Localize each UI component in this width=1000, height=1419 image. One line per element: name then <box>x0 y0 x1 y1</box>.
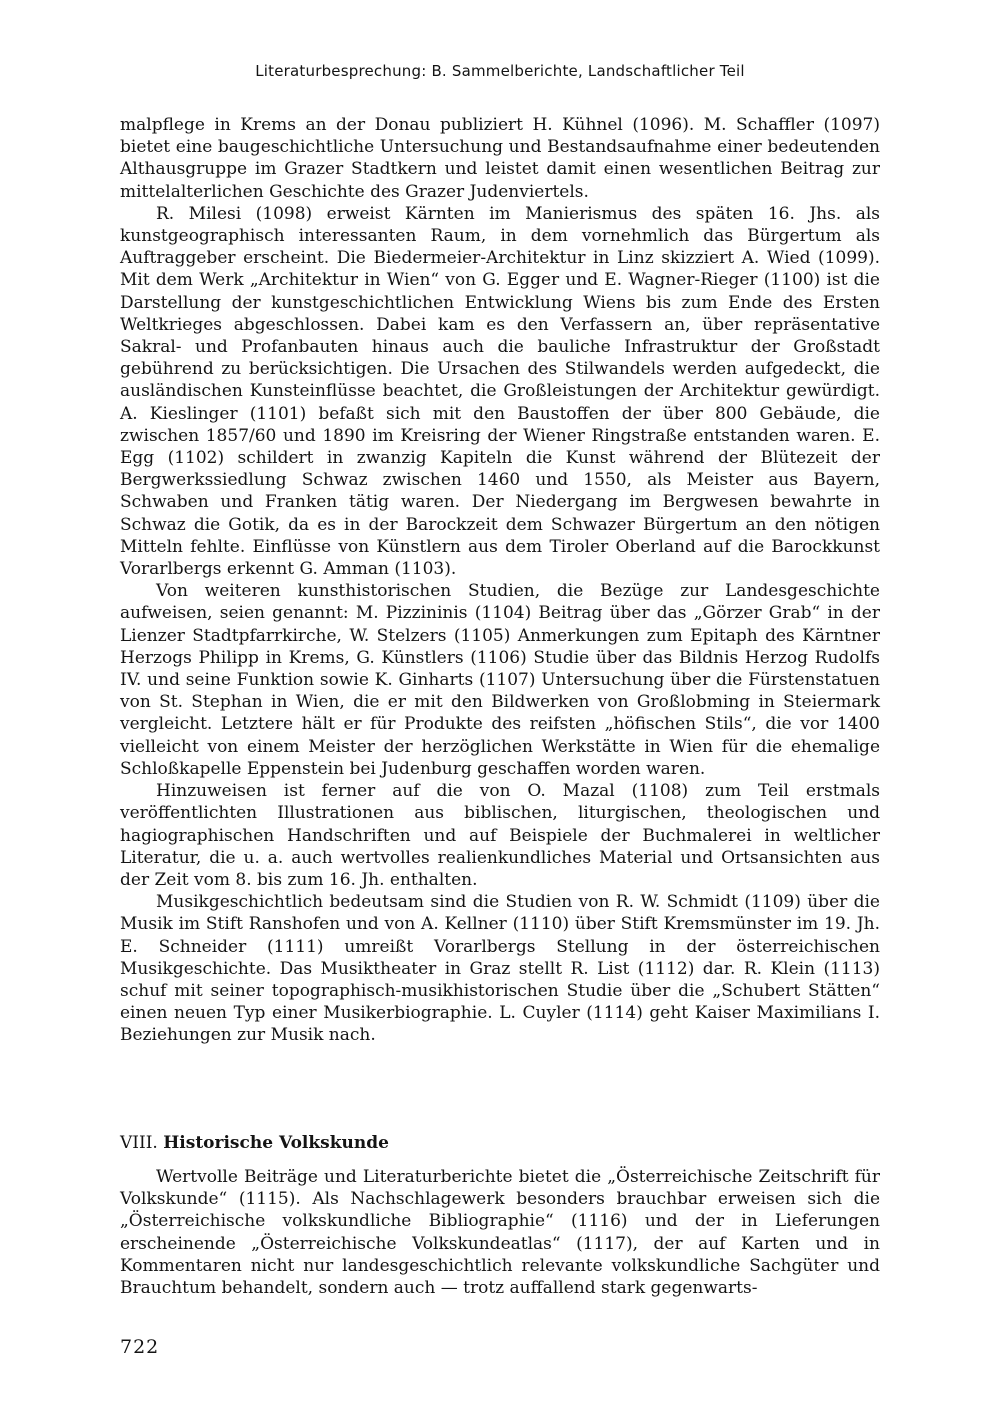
paragraph-music-history: Musikgeschichtlich bedeutsam sind die Studien von R. W. Schmidt (1109) über die Musik im Stift Ranshofen und von A. Kellner (1110) über Stift Kremsmünster im 19. Jh. E. Schneider (1111) umreißt Vorarlbergs Stellung in der österreichischen Musikgeschichte. Das Musiktheater in Graz stellt R. List (1112) dar. R. Klein (1113) schuf mit seiner topographisch-musikhistorischen Studie über die „Schubert Stätten“ einen neuen Typ einer Musikerbiographie. L. Cuyler (1114) geht Kaiser Maximilians I. Beziehungen zur Musik nach. <box>120 892 880 1046</box>
section-text <box>120 1166 880 1299</box>
section-number: VIII. <box>120 1133 158 1153</box>
section-heading <box>120 1132 880 1154</box>
body-text <box>120 114 880 1047</box>
page-number: 722 <box>120 1336 160 1358</box>
section-title: Historische Volkskunde <box>163 1133 389 1153</box>
paragraph-art-history: R. Milesi (1098) erweist Kärnten im Manierismus des späten 16. Jhs. als kunstgeographisch interessanten Raum, in dem vornehmlich das Bürgertum als Auftraggeber erscheint. Die Biedermeier-Architektur in Linz skizziert A. Wied (1099). Mit dem Werk „Architektur in Wien“ von G. Egger und E. Wagner-Rieger (1100) ist die Darstellung der kunstgeschichtlichen Entwicklung Wiens bis zum Ende des Ersten Weltkrieges abgeschlossen. Dabei kam es den Verfassern an, über repräsentative Sakral- und Profanbauten hinaus auch die bauliche Infrastruktur der Großstadt gebührend zu berücksichtigen. Die Ursachen des Stilwandels werden aufgedeckt, die ausländischen Kunsteinflüsse beachtet, die Großleistungen der Architektur gewürdigt. A. Kieslinger (1101) befaßt sich mit den Baustoffen der über 800 Gebäude, die zwischen 1857/60 und 1890 im Kreisring der Wiener Ringstraße entstanden waren. E. Egg (1102) schildert in zwanzig Kapiteln die Kunst während der Blütezeit der Bergwerkssiedlung Schwaz zwischen 1460 und 1550, als Meister aus Bayern, Schwaben und Franken tätig waren. Der Niedergang im Bergwesen bewahrte in Schwaz die Gotik, da es in der Barockzeit dem Schwazer Bürgertum an den nötigen Mitteln fehlte. Einflüsse von Künstlern aus dem Tiroler Oberland auf die Barockkunst Vorarlbergs erkennt G. Amman (1103). <box>120 203 880 580</box>
paragraph-illustrations: Hinzuweisen ist ferner auf die von O. Mazal (1108) zum Teil erstmals veröffentlichten Illustrationen aus biblischen, liturgischen, theologischen und hagiographischen Handschriften und auf Beispiele der Buchmalerei in weltlicher Literatur, die u. a. auch wertvolles realienkundliches Material und Ortsansichten aus der Zeit vom 8. bis zum 16. Jh. enthalten. <box>120 781 880 890</box>
paragraph-further-studies: Von weiteren kunsthistorischen Studien, die Bezüge zur Landesgeschichte aufweisen, seien genannt: M. Pizzininis (1104) Beitrag über das „Görzer Grab“ in der Lienzer Stadtpfarrkirche, W. Stelzers (1105) Anmerkungen zum Epitaph des Kärntner Herzogs Philipp in Krems, G. Künstlers (1106) Studie über das Bildnis Herzog Rudolfs IV. und seine Funktion sowie K. Ginharts (1107) Untersuchung über die Fürstenstatuen von St. Stephan in Wien, die er mit den Bildwerken von Großlobming in Steiermark vergleicht. Letztere hält er für Produkte des reifsten „höfischen Stils“, die vor 1400 vielleicht von einem Meister der herzöglichen Werkstätte in Wien für die ehemalige Schloßkapelle Eppenstein bei Judenburg geschaffen worden waren. <box>120 581 880 779</box>
paragraph-folklore: Wertvolle Beiträge und Literaturberichte bietet die „Österreichische Zeitschrift für Volkskunde“ (1115). Als Nachschlagewerk besonders brauchbar erweisen sich die „Österreichische volkskundliche Bibliographie“ (1116) und der in Lieferungen erscheinende „Österreichische Volkskundeatlas“ (1117), der auf Karten und in Kommentaren nicht nur landesgeschichtlich relevante volkskundliche Sachgüter und Brauchtum behandelt, sondern auch — trotz auffallend stark gegenwarts- <box>120 1167 880 1299</box>
paragraph-continuation: malpflege in Krems an der Donau publiziert H. Kühnel (1096). M. Schaffler (1097) bietet eine baugeschichtliche Untersuchung und Bestandsaufnahme einer bedeutenden Althausgruppe im Grazer Stadtkern und leistet damit einen wesentlichen Beitrag zur mittelalterlichen Geschichte des Grazer Judenviertels. <box>120 115 880 202</box>
running-head: Literaturbesprechung: B. Sammelberichte, Landschaftlicher Teil <box>255 62 745 80</box>
